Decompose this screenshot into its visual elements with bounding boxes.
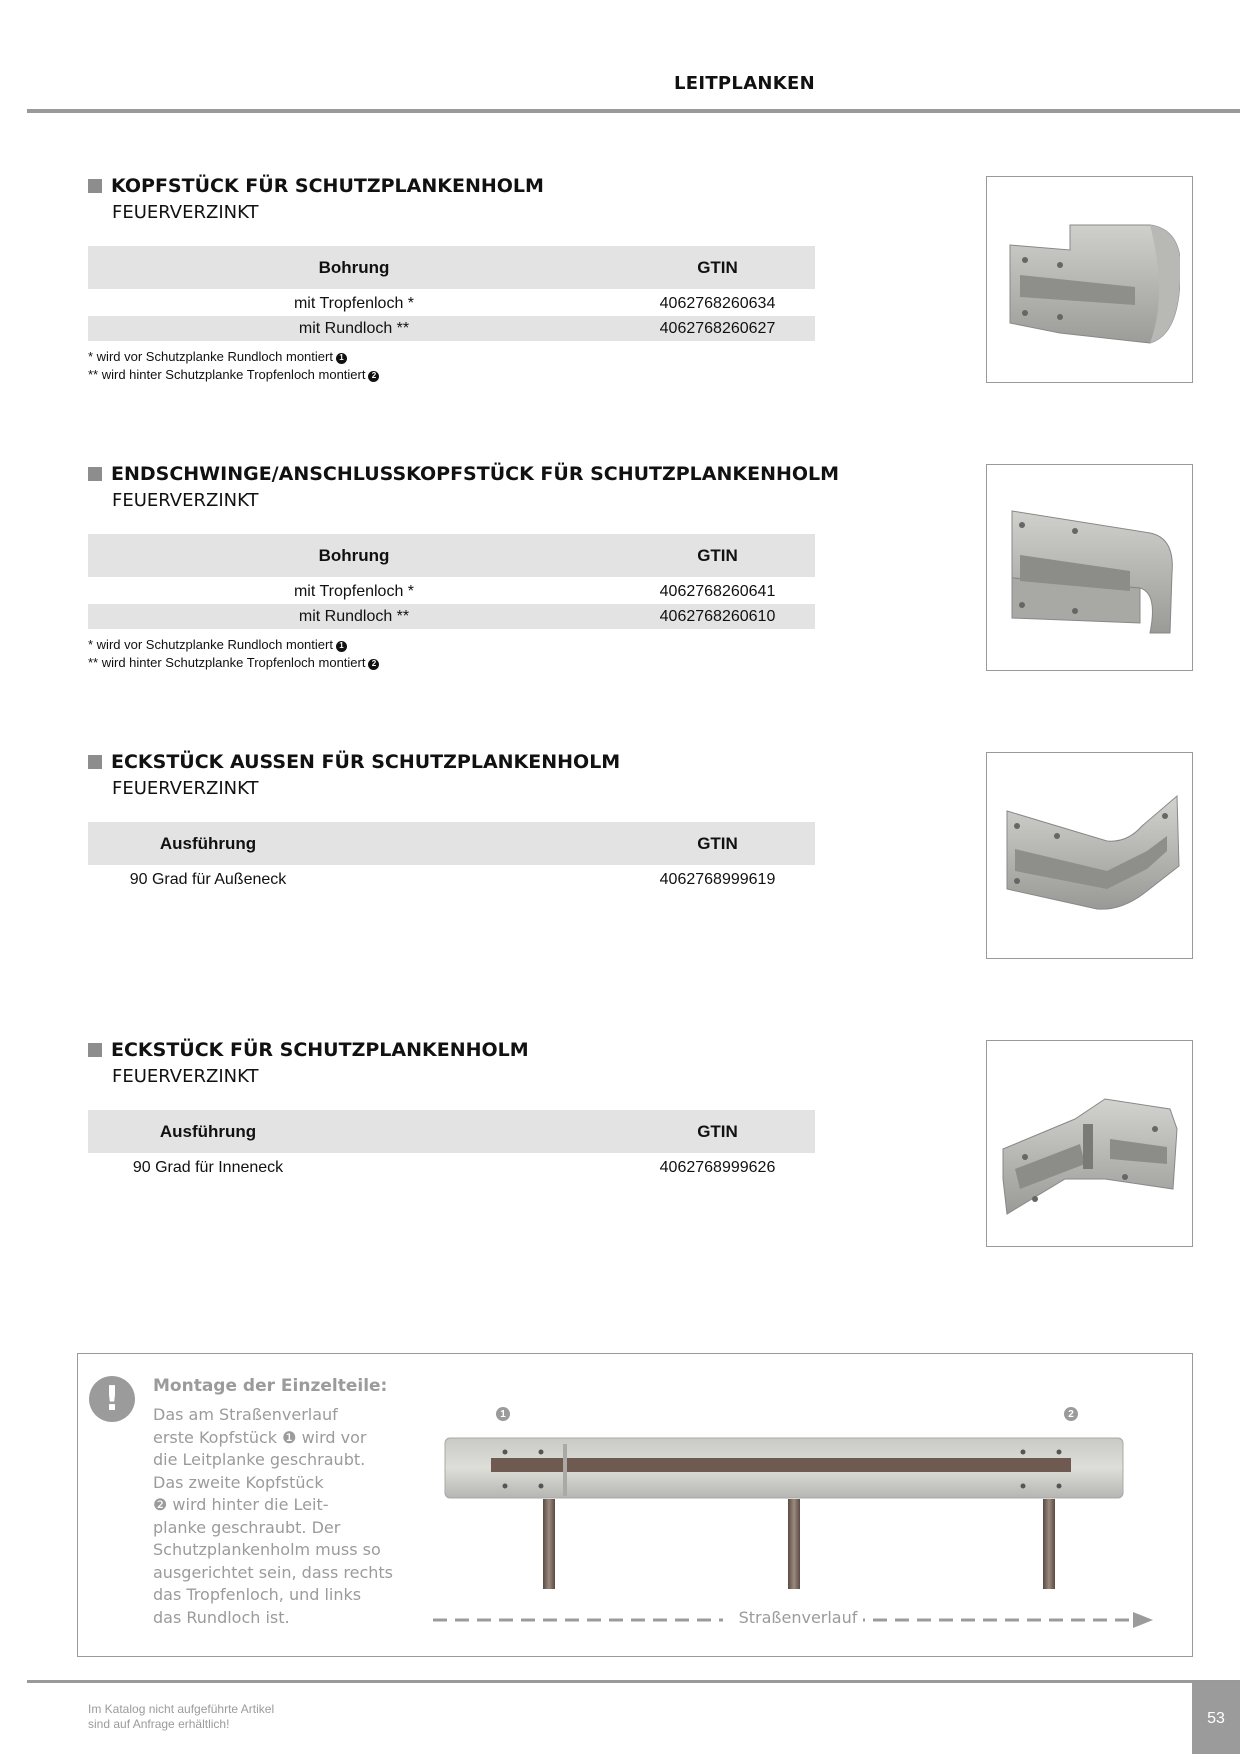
section-subtitle: FEUERVERZINKT	[112, 778, 259, 799]
product-image-eckstueck-aussen	[986, 752, 1193, 959]
square-bullet-icon	[88, 179, 102, 193]
footer-divider	[27, 1680, 1240, 1683]
assembly-info-box	[77, 1353, 1193, 1657]
section-title: ECKSTÜCK FÜR SCHUTZPLANKENHOLM	[88, 1038, 529, 1062]
marker-two-icon: 2	[1064, 1407, 1078, 1421]
number-one-icon: 1	[336, 641, 347, 652]
table-row	[88, 316, 815, 341]
section-subtitle: FEUERVERZINKT	[112, 1066, 259, 1087]
cell-gtin: 4062768999626	[659, 1158, 776, 1176]
marker-one-icon: 1	[496, 1407, 510, 1421]
post	[788, 1499, 800, 1589]
cell-ausfuehrung: 90 Grad für Inneneck	[132, 1158, 284, 1176]
table-row	[88, 1155, 815, 1180]
footnote: ** wird hinter Schutzplanke Tropfenloch montiert 2	[88, 366, 379, 384]
kopfstueck-part-illustration	[1000, 205, 1180, 355]
square-bullet-icon	[88, 1043, 102, 1057]
number-two-icon: 2	[368, 371, 379, 382]
column-header-gtin: GTIN	[697, 257, 738, 277]
product-table	[88, 246, 815, 341]
cell-bohrung: mit Rundloch **	[298, 319, 410, 337]
cell-gtin: 4062768260627	[659, 319, 776, 337]
square-bullet-icon	[88, 755, 102, 769]
cell-gtin: 4062768260610	[659, 607, 776, 625]
column-header-ausfuehrung: Ausführung	[159, 1121, 257, 1141]
footnotes	[88, 636, 379, 672]
cell-bohrung: mit Rundloch **	[298, 607, 410, 625]
table-row	[88, 604, 815, 629]
square-bullet-icon	[88, 467, 102, 481]
table-row	[88, 291, 815, 316]
product-table	[88, 1110, 815, 1180]
cell-ausfuehrung: 90 Grad für Außeneck	[129, 870, 287, 888]
table-row	[88, 867, 815, 892]
cell-gtin: 4062768260634	[659, 294, 776, 312]
guardrail-assembly-illustration	[423, 1414, 1143, 1604]
section-title: ECKSTÜCK AUSSEN FÜR SCHUTZPLANKENHOLM	[88, 750, 620, 774]
number-one-icon: 1	[336, 353, 347, 364]
footer-note: Im Katalog nicht aufgeführte Artikel sind auf Anfrage erhältlich!	[88, 1702, 275, 1731]
table-header	[88, 246, 815, 289]
product-image-endschwinge	[986, 464, 1193, 671]
footnote: * wird vor Schutzplanke Rundloch montiert 1	[88, 348, 379, 366]
column-header-gtin: GTIN	[697, 833, 738, 853]
cell-bohrung: mit Tropfenloch *	[293, 294, 415, 312]
section-subtitle: FEUERVERZINKT	[112, 490, 259, 511]
eckstueck-aussen-part-illustration	[997, 781, 1182, 931]
info-text: Das am Straßenverlauf erste Kopfstück ❶ wird vor die Leitplanke geschraubt. Das zweite Kopfstück ❷ wird hinter die Leit- planke geschraubt. Der Schutzplankenholm muss so ausgerichtet sein, dass rechts das Tropfenloch, und links das Rundloch ist.	[153, 1405, 393, 1627]
product-image-eckstueck-innen	[986, 1040, 1193, 1247]
post	[543, 1499, 555, 1589]
footnote: ** wird hinter Schutzplanke Tropfenloch montiert 2	[88, 654, 379, 672]
eckstueck-innen-part-illustration	[995, 1069, 1185, 1219]
table-header	[88, 1110, 815, 1153]
info-heading: Montage der Einzelteile:	[153, 1376, 388, 1396]
section-title: KOPFSTÜCK FÜR SCHUTZPLANKENHOLM	[88, 174, 544, 198]
table-row	[88, 579, 815, 604]
section-title: ENDSCHWINGE/ANSCHLUSSKOPFSTÜCK FÜR SCHUTZPLANKENHOLM	[88, 462, 839, 486]
column-header-gtin: GTIN	[697, 1121, 738, 1141]
table-header	[88, 534, 815, 577]
exclamation-icon: !	[89, 1376, 135, 1422]
product-table	[88, 534, 815, 629]
road-direction-label: Straßenverlauf	[733, 1608, 863, 1627]
column-header-gtin: GTIN	[697, 545, 738, 565]
footnote: * wird vor Schutzplanke Rundloch montiert 1	[88, 636, 379, 654]
column-header-ausfuehrung: Ausführung	[159, 833, 257, 853]
post	[1043, 1499, 1055, 1589]
header-divider	[27, 109, 1240, 113]
product-table	[88, 822, 815, 892]
section-subtitle: FEUERVERZINKT	[112, 202, 259, 223]
column-header-bohrung: Bohrung	[318, 545, 390, 565]
table-header	[88, 822, 815, 865]
page-number: 53	[1192, 1683, 1240, 1754]
cell-bohrung: mit Tropfenloch *	[293, 582, 415, 600]
page-header-title: LEITPLANKEN	[673, 73, 815, 94]
endschwinge-part-illustration	[1000, 493, 1180, 643]
column-header-bohrung: Bohrung	[318, 257, 390, 277]
cell-gtin: 4062768260641	[659, 582, 776, 600]
number-two-icon: 2	[368, 659, 379, 670]
footnotes	[88, 348, 379, 384]
cell-gtin: 4062768999619	[659, 870, 776, 888]
product-image-kopfstueck	[986, 176, 1193, 383]
